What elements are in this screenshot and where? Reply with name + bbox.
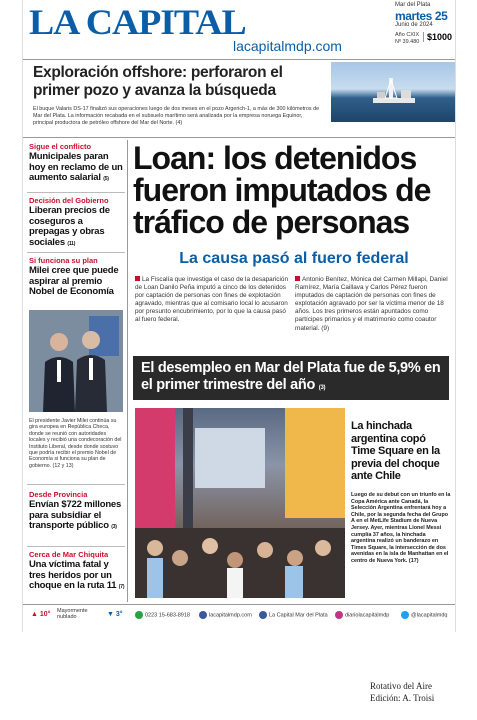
drillship-photo xyxy=(331,62,456,122)
issue-month: Junio de 2024 xyxy=(395,22,433,28)
times-square-photo xyxy=(135,408,345,598)
divider xyxy=(27,192,125,193)
instagram-icon xyxy=(335,611,343,619)
lead-headline[interactable]: Loan: los detenidos fueron imputados de tráfico de personas xyxy=(133,140,431,240)
oil-rig-icon xyxy=(371,76,417,106)
bullet-square-icon xyxy=(135,276,140,281)
photo-caption: El presidente Javier Milei continúa su gira europea en República Checa, donde se reunió con autoridades locales y recibió una condecoración del Instituto Liberal, desde donde sostuvo que podría recibir el premio Nobel de Economía si funciona su plan de gobierno. (12 y 13) xyxy=(29,418,122,469)
city-label: Mar del Plata xyxy=(395,2,431,8)
top-story[interactable] xyxy=(23,62,456,138)
facebook-page-link[interactable]: La Capital Mar del Plata xyxy=(259,611,328,619)
crowd-scene-icon xyxy=(135,408,345,598)
newspaper-logo[interactable]: LA CAPITAL xyxy=(29,2,246,42)
newspaper-front-page xyxy=(22,0,456,632)
top-story-body: El buque Valaris DS-17 finalizó sus operaciones luego de dos meses en el pozo Argerich-1, a más de 300 kilómetros de Mar del Plata. La información recabada en el subsuelo marítimo será analizada por la empresa noruega Equinor, principal productora de petróleo offshore del Mar del Norte. (4) xyxy=(33,106,320,126)
weather-forecast: Mayormente nublado xyxy=(57,608,88,620)
masthead xyxy=(23,0,456,60)
bullet-square-icon xyxy=(295,276,300,281)
sidebar-item[interactable]: Cerca de Mar Chiquita Una víctima fatal y tres heridos por un choque en la ruta 11 (7) xyxy=(29,550,125,591)
divider xyxy=(27,546,125,547)
price-label: $1000 xyxy=(423,32,452,42)
temperature-min: ▼ 3° xyxy=(107,611,123,618)
temperature-max: ▲ 10° xyxy=(31,611,51,618)
lead-column-2: Antonio Benítez, Mónica del Carmen Millapi, Daniel Ramírez, María Caillava y Carlos Pérez fueron imputados de captación de personas con fines de explotación agravado por ser la víctima menor de 18 años. Los tres primeros están apuntados como partícipes primarios y el matrimonio como coautor material. (9) xyxy=(295,276,448,332)
whatsapp-icon xyxy=(135,611,143,619)
times-square-headline[interactable]: La hinchada argentina copó Time Square en la previa del choque ante Chile xyxy=(351,420,440,482)
credit-block: Rotativo del Aire Edición: A. Troisi xyxy=(370,681,435,703)
issue-date: martes 25 xyxy=(395,9,448,23)
sidebar-item[interactable]: Si funciona su plan Milei cree que puede aspirar al premio Nobel de Economía xyxy=(29,256,119,297)
facebook-link[interactable]: lacapitalmdp.com xyxy=(199,611,252,619)
edition-number: Año CXIX Nº 39.480 xyxy=(395,32,420,45)
footer-bar xyxy=(23,604,456,626)
divider xyxy=(27,484,125,485)
two-men-figure-icon xyxy=(29,310,123,412)
milei-photo xyxy=(29,310,123,412)
twitter-link[interactable]: @lacapitalmdq xyxy=(401,611,447,619)
times-square-story[interactable] xyxy=(345,408,455,598)
instagram-link[interactable]: diariolacapitalmdp xyxy=(335,611,389,619)
divider xyxy=(27,252,125,253)
whatsapp-contact[interactable]: 0223 15-683-8918 xyxy=(135,611,190,619)
facebook-icon xyxy=(199,611,207,619)
sidebar-item[interactable]: Decisión del Gobierno Liberan precios de coseguros a prepagas y obras sociales (11) xyxy=(29,196,110,248)
lead-column-1: La Fiscalía que investiga el caso de la desaparición de Loan Danilo Peña imputó a cinco de los detenidos por captación de personas con fines de explotación agravado, mientras que al comisario local lo acusaron por presunto encubrimiento, por lo que la causa pasó al fuero federal. xyxy=(135,276,289,324)
times-square-body: Luego de su debut con un triunfo en la Copa América ante Canadá, la Selección Argentina enfrentará hoy a Chile, por la segunda fecha del Grupo A en el MetLife Stadium de Nueva Jersey. Ayer, mientras Lionel Messi cumplía 37 años, la hinchada argentina realizó un banderazo en Times Square, la intersección de dos avenidas en la isla de Manhattan en el centro de Nueva York. (17) xyxy=(351,492,451,564)
unemployment-banner[interactable]: El desempleo en Mar del Plata fue de 5,9% en el primer trimestre del año (3) xyxy=(133,356,449,400)
sidebar-item[interactable]: Desde Provincia Envían $722 millones para subsidiar el transporte público (3) xyxy=(29,490,122,531)
top-story-headline[interactable]: Exploración offshore: perforaron el primer pozo y avanza la búsqueda xyxy=(33,64,283,99)
twitter-icon xyxy=(401,611,409,619)
website-url[interactable]: lacapitalmdp.com xyxy=(233,38,342,54)
sidebar-item[interactable]: Sigue el conflicto Municipales paran hoy en reclamo de un aumento salarial (5) xyxy=(29,142,123,183)
lead-subtitle: La causa pasó al fuero federal xyxy=(179,250,409,267)
sidebar xyxy=(23,140,128,602)
facebook-icon xyxy=(259,611,267,619)
